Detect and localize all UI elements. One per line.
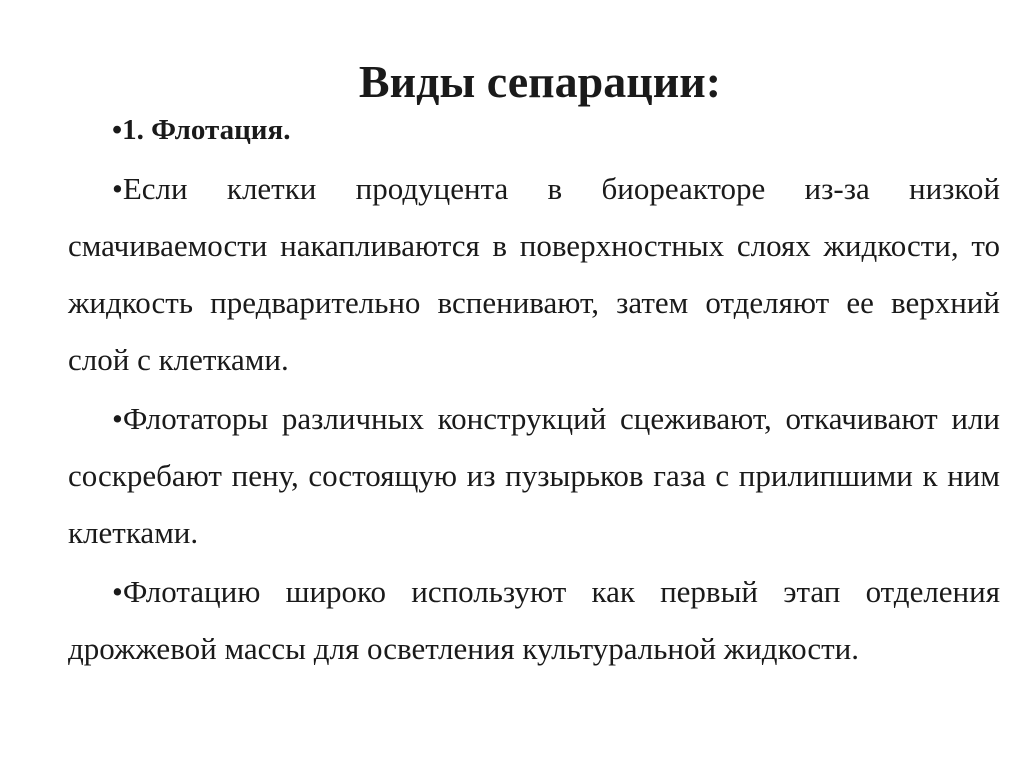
slide-title: Виды сепарации: — [358, 56, 722, 107]
section-heading: •1. Флотация. — [112, 114, 291, 146]
paragraph-2 — [68, 390, 1000, 561]
paragraph-3 — [68, 563, 1000, 677]
paragraph-2-text: •Флотаторы различных конструкций сцеживают, откачивают или соскребают пену, состоящую из пузырьков газа с прилипшими к ним клетками. — [68, 401, 1000, 550]
paragraph-1 — [68, 160, 1000, 388]
paragraph-3-text: •Флотацию широко используют как первый этап отделения дрожжевой массы для осветления культуральной жидкости. — [68, 574, 1000, 666]
paragraph-1-text: •Если клетки продуцента в биореакторе из-за низкой смачиваемости накапливаются в поверхностных слоях жидкости, то жидкость предварительно вспенивают, затем отделяют ее верхний слой с клетками. — [68, 171, 1000, 377]
